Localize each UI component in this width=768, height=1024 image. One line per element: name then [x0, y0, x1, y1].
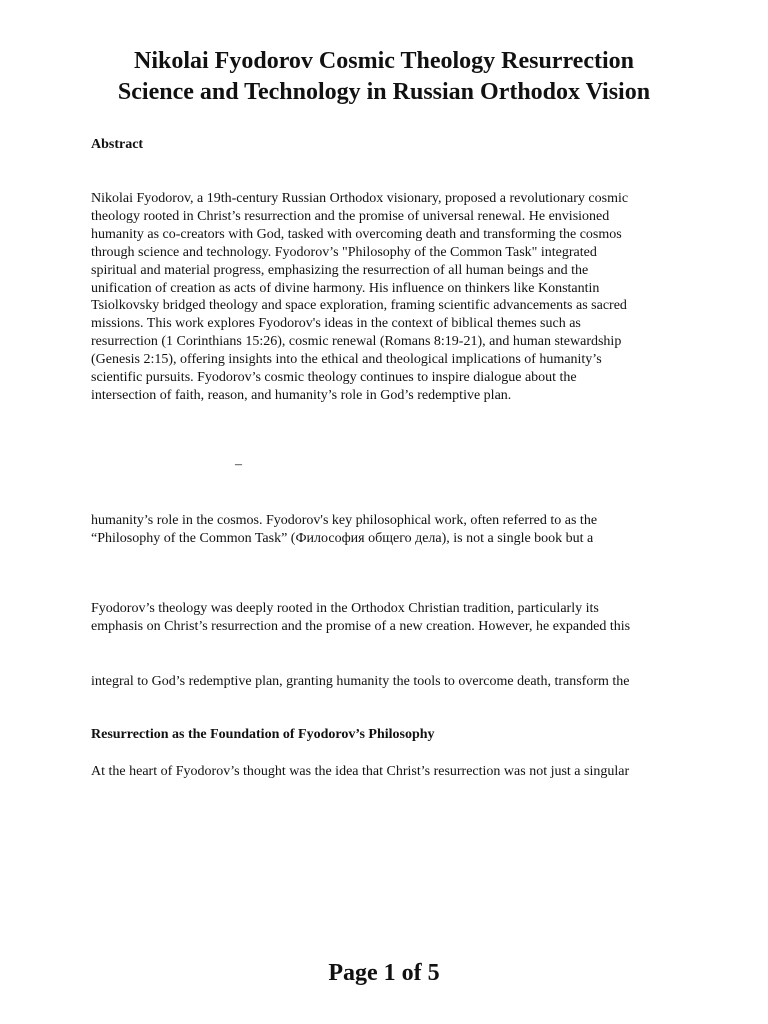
abstract-line: Nikolai Fyodorov, a 19th-century Russian Orthodox visionary, proposed a revolutionary cosmic: [91, 191, 629, 206]
section-heading: Resurrection as the Foundation of Fyodorov’s Philosophy: [91, 727, 435, 742]
paragraph-line: humanity’s role in the cosmos. Fyodorov's key philosophical work, often referred to as the: [91, 513, 598, 528]
abstract-heading: Abstract: [91, 137, 144, 152]
body-paragraph-3: [91, 600, 681, 636]
body-paragraph-4: [91, 673, 681, 691]
dash-fragment: –: [235, 457, 242, 472]
body-paragraph-5: [91, 763, 681, 781]
abstract-line: (Genesis 2:15), offering insights into the ethical and theological implications of humanity’s: [91, 352, 602, 368]
page-number-footer: Page 1 of 5: [328, 960, 440, 986]
title-line-1: Nikolai Fyodorov Cosmic Theology Resurrection: [134, 48, 634, 74]
paragraph-line: “Philosophy of the Common Task” (Философия общего дела), is not a single book but a: [91, 530, 594, 546]
abstract-line: humanity as co-creators with God, tasked with overcoming death and transforming the cosmos: [91, 226, 622, 242]
abstract-paragraph: [91, 190, 681, 405]
document-title: [60, 46, 708, 108]
paragraph-line: emphasis on Christ’s resurrection and the promise of a new creation. However, he expanded this: [91, 618, 631, 634]
abstract-line: missions. This work explores Fyodorov's ideas in the context of biblical themes such as: [91, 316, 581, 332]
paragraph-line: integral to God’s redemptive plan, granting humanity the tools to overcome death, transform the: [91, 674, 630, 689]
body-paragraph-2: [91, 512, 681, 548]
paragraph-line: Fyodorov’s theology was deeply rooted in the Orthodox Christian tradition, particularly its: [91, 601, 599, 616]
title-line-2: Science and Technology in Russian Orthodox Vision: [117, 79, 651, 105]
abstract-line: theology rooted in Christ’s resurrection and the promise of universal renewal. He envisioned: [91, 208, 610, 224]
abstract-line: unification of creation as acts of divine harmony. His influence on thinkers like Konstantin: [91, 280, 600, 296]
abstract-line: through science and technology. Fyodorov’s "Philosophy of the Common Task" integrated: [91, 244, 597, 260]
abstract-line: spiritual and material progress, emphasizing the resurrection of all human beings and the: [91, 262, 589, 278]
abstract-line: Tsiolkovsky bridged theology and space exploration, framing scientific advancements as sacred: [91, 298, 627, 314]
abstract-line: resurrection (1 Corinthians 15:26), cosmic renewal (Romans 8:19-21), and human stewardship: [91, 334, 622, 350]
paragraph-line: At the heart of Fyodorov’s thought was the idea that Christ’s resurrection was not just a singular: [91, 764, 630, 779]
abstract-line: intersection of faith, reason, and humanity’s role in God’s redemptive plan.: [91, 387, 512, 403]
abstract-line: scientific pursuits. Fyodorov’s cosmic theology continues to inspire dialogue about the: [91, 370, 577, 386]
